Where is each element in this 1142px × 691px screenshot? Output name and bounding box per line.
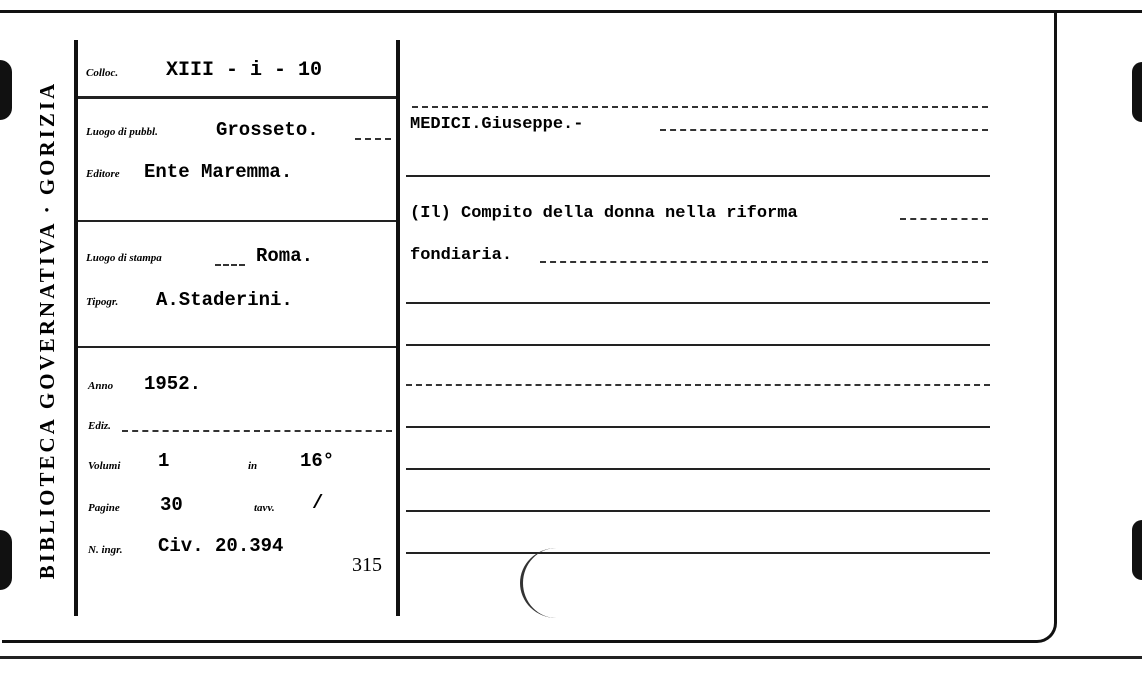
- rule-6: [406, 344, 990, 346]
- rule-7: [406, 384, 990, 386]
- volumes-value: 1: [158, 450, 170, 472]
- rule-8: [406, 426, 990, 428]
- year-label: Anno: [88, 380, 114, 392]
- left-column-rule: [74, 40, 78, 616]
- rule-3: [900, 218, 988, 220]
- rule-11: [406, 552, 990, 554]
- print-place-label: Luogo di stampa: [86, 252, 162, 264]
- plates-label: tavv.: [254, 502, 275, 514]
- rule-10: [406, 510, 990, 512]
- rule-5: [406, 302, 990, 304]
- printing-divider: [78, 346, 396, 348]
- rule-1: [412, 106, 988, 108]
- punch-hole-left-bottom: [0, 530, 12, 590]
- title-line-2: fondiaria.: [410, 246, 513, 265]
- publication-place-value: Grosseto.: [216, 119, 319, 141]
- printer-value: A.Staderini.: [156, 289, 293, 311]
- publisher-label: Editore: [86, 168, 120, 180]
- publisher-value: Ente Maremma.: [144, 161, 293, 183]
- center-column-rule: [396, 40, 400, 616]
- punch-hole-right-bottom: [1132, 520, 1142, 580]
- edition-label: Ediz.: [88, 420, 111, 432]
- printer-label: Tipogr.: [86, 296, 119, 308]
- rule-2: [406, 175, 990, 177]
- format-value: 16°: [300, 450, 335, 472]
- format-label: in: [248, 460, 258, 472]
- publication-divider: [78, 220, 396, 222]
- collocation-value: XIII - i - 10: [166, 59, 323, 82]
- collocation-divider: [78, 96, 396, 99]
- inventory-value: Civ. 20.394: [158, 535, 284, 557]
- punch-hole-left-top: [0, 60, 12, 120]
- year-value: 1952.: [144, 373, 202, 395]
- rule-9: [406, 468, 990, 470]
- pages-value: 30: [160, 494, 183, 516]
- inventory-label: N. ingr.: [88, 544, 123, 556]
- print-place-underline: [215, 264, 245, 266]
- stamp-number: 315: [352, 554, 382, 576]
- title-line-1: (Il) Compito della donna nella riforma: [410, 204, 798, 223]
- author-heading: MEDICI.Giuseppe.-: [410, 115, 584, 134]
- rule-4: [540, 261, 988, 263]
- edition-underline: [122, 430, 392, 432]
- faint-circular-stamp: [520, 548, 593, 618]
- author-underline: [660, 129, 988, 131]
- pages-label: Pagine: [88, 502, 120, 514]
- plates-value: /: [312, 492, 324, 514]
- publication-place-label: Luogo di pubbl.: [86, 126, 158, 138]
- punch-hole-right-top: [1132, 62, 1142, 122]
- library-name: BIBLIOTECA GOVERNATIVA · GORIZIA: [35, 80, 59, 580]
- publication-place-underline: [355, 138, 391, 140]
- bottom-border: [0, 656, 1142, 659]
- print-place-value: Roma.: [256, 245, 314, 267]
- volumes-label: Volumi: [88, 460, 121, 472]
- collocation-label: Colloc.: [86, 67, 119, 79]
